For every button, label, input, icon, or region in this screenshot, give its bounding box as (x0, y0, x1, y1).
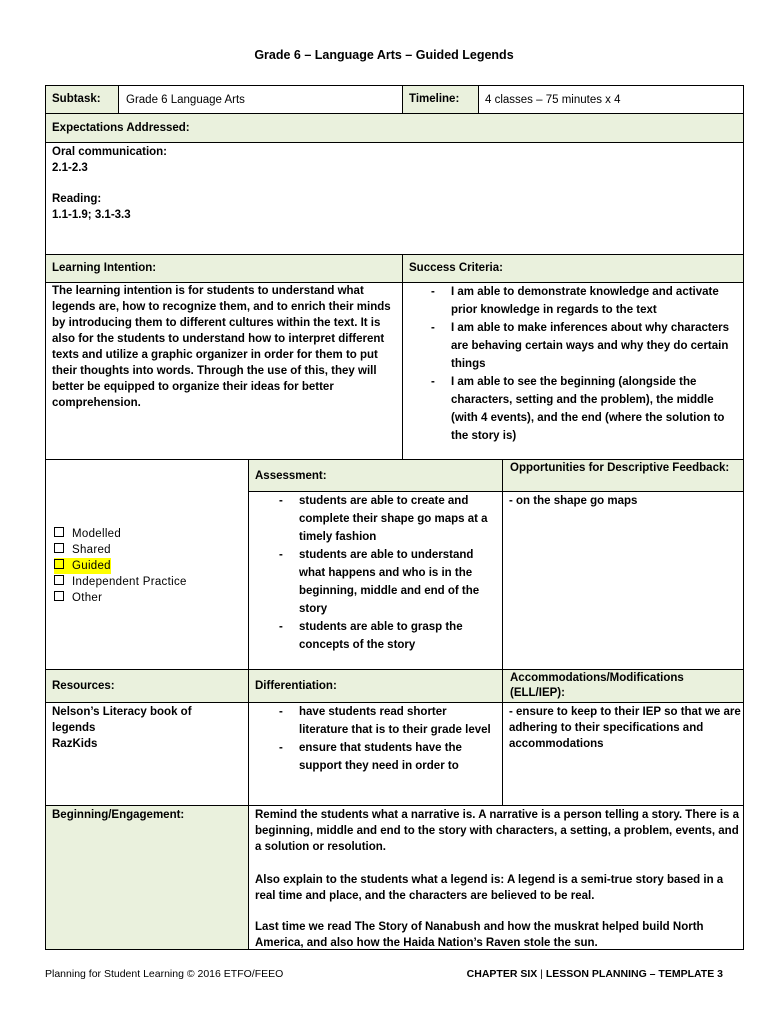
option-independent-practice: Independent Practice (54, 574, 187, 590)
success-criterion: - I am able to make inferences about why characters are behaving certain ways and why they do certain things (427, 319, 739, 373)
assessment-body-cell (248, 491, 503, 670)
assessment-header-cell (248, 459, 503, 492)
footer-chapter: CHAPTER SIX (466, 968, 538, 980)
beginning-body-cell (248, 805, 744, 950)
success-criterion: - I am able to see the beginning (alongside the characters, setting and the problem), the middle (with 4 events), and the end (where the solution to the story is) (427, 373, 739, 445)
footer-left: Planning for Student Learning © 2016 ETFO/FEEO (45, 968, 284, 980)
beginning-paragraph: Also explain to the students what a legend is: A legend is a semi-true story based in a real time and place, and the characters are believed to be real. (255, 874, 724, 902)
accommodations-body-cell (502, 702, 744, 806)
subtask-value: Grade 6 Language Arts (126, 94, 245, 106)
learning-intention-text: The learning intention is for students to understand what legends are, how to recognize them, and to enrich their minds by introducing them to different cultures within the text. It is also for the students to understand how to interpret different texts and utilize a graphic organizer in order for them to put their thoughts into words. Through the use of this, they will better be equipped to organize their ideas for better comprehension. (52, 285, 391, 409)
success-criteria-header-cell (402, 254, 744, 283)
checkbox-icon (54, 527, 64, 537)
differentiation-header-cell (248, 669, 503, 703)
expectations-body-cell (45, 142, 744, 255)
success-criteria-list (427, 283, 739, 445)
learning-intention-header: Learning Intention: (52, 262, 157, 274)
learning-intention-body-cell (45, 282, 403, 460)
checkbox-icon (54, 575, 64, 585)
instruction-type-cell (45, 459, 249, 670)
timeline-value: 4 classes – 75 minutes x 4 (485, 94, 621, 106)
option-other: Other (54, 590, 187, 606)
assessment-item: - students are able to grasp the concepts of the story (275, 618, 497, 654)
document-title: Grade 6 – Language Arts – Guided Legends (254, 48, 514, 62)
expectations-header-cell (45, 113, 744, 143)
resource-line: legends (52, 722, 96, 734)
differentiation-body-cell (248, 702, 503, 806)
footer-right (467, 968, 723, 980)
checkbox-icon (54, 543, 64, 553)
feedback-header: Opportunities for Descriptive Feedback: (510, 462, 730, 474)
beginning-paragraph: Remind the students what a narrative is. A narrative is a person telling a story. There is a beginning, middle and end to the story with characters, a setting, a problem, events, and a solution or resolution. (255, 809, 739, 853)
checkbox-icon (54, 591, 64, 601)
oral-communication-label: Oral communication: (52, 146, 168, 158)
subtask-label-cell (45, 85, 119, 114)
footer-template: LESSON PLANNING – TEMPLATE 3 (545, 968, 723, 980)
differentiation-item: - ensure that students have the support they need in order to (275, 739, 497, 775)
option-shared: Shared (54, 542, 187, 558)
assessment-list (275, 492, 497, 654)
beginning-paragraph: Last time we read The Story of Nanabush and how the muskrat helped build North America, and also how the Haida Nation’s Raven stole the sun. (255, 921, 704, 949)
feedback-text: - on the shape go maps (509, 495, 638, 507)
success-criteria-body-cell (402, 282, 744, 460)
timeline-label: Timeline: (409, 93, 460, 105)
subtask-value-cell (118, 85, 403, 114)
differentiation-list (275, 703, 497, 775)
feedback-header-cell (502, 459, 744, 492)
resource-line: RazKids (52, 738, 98, 750)
expectations-header: Expectations Addressed: (52, 122, 190, 134)
option-modelled: Modelled (54, 526, 187, 542)
assessment-header: Assessment: (255, 470, 327, 482)
feedback-body-cell (502, 491, 744, 670)
accommodations-header-cell (502, 669, 744, 703)
checkbox-icon (54, 559, 64, 569)
resources-header-cell (45, 669, 249, 703)
beginning-header-cell (45, 805, 249, 950)
accommodations-text: - ensure to keep to their IEP so that we are adhering to their specifications and accommodations (509, 706, 741, 750)
reading-value: 1.1-1.9; 3.1-3.3 (52, 209, 131, 221)
resources-header: Resources: (52, 680, 115, 692)
differentiation-header: Differentiation: (255, 680, 337, 692)
success-criteria-header: Success Criteria: (409, 262, 503, 274)
success-criterion: - I am able to demonstrate knowledge and activate prior knowledge in regards to the text (427, 283, 739, 319)
beginning-header: Beginning/Engagement: (52, 809, 185, 821)
learning-intention-header-cell (45, 254, 403, 283)
differentiation-item: - have students read shorter literature that is to their grade level (275, 703, 497, 739)
timeline-value-cell (478, 85, 744, 114)
assessment-item: - students are able to create and complete their shape go maps at a timely fashion (275, 492, 497, 546)
reading-label: Reading: (52, 193, 102, 205)
resource-line: Nelson’s Literacy book of (52, 706, 192, 718)
option-guided: Guided (54, 558, 111, 574)
resources-body-cell (45, 702, 249, 806)
oral-communication-value: 2.1-2.3 (52, 162, 88, 174)
subtask-label: Subtask: (52, 93, 101, 105)
footer-separator: | (537, 968, 546, 980)
assessment-item: - students are able to understand what happens and who is in the beginning, middle and end of the story (275, 546, 497, 618)
instruction-type-options (54, 526, 187, 606)
timeline-label-cell (402, 85, 479, 114)
accommodations-header: Accommodations/Modifications (ELL/IEP): (510, 672, 684, 699)
